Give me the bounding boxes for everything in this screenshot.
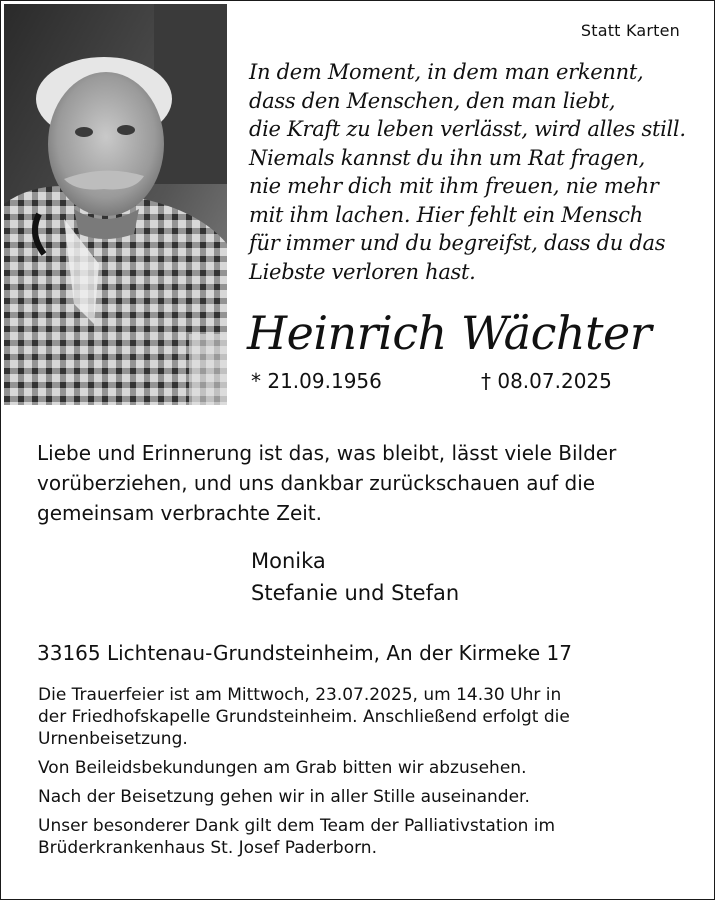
condolences-paragraph (38, 757, 703, 779)
notice-line: Urnenbeisetzung. (38, 729, 188, 749)
birth-date: * 21.09.1956 (251, 369, 382, 393)
poem-line: nie mehr dich mit ihm freuen, nie mehr (249, 174, 659, 198)
poem-line: die Kraft zu leben verlässt, wird alles still. (249, 117, 686, 141)
notice-line: Brüderkrankenhaus St. Josef Paderborn. (38, 838, 377, 858)
notice-line: Nach der Beisetzung gehen wir in aller Stille auseinander. (38, 787, 530, 807)
mourners (251, 545, 459, 609)
statt-karten-label: Statt Karten (580, 21, 680, 40)
notice-line: der Friedhofskapelle Grundsteinheim. Anschließend erfolgt die (38, 707, 570, 727)
funeral-notice (38, 684, 703, 866)
thanks-paragraph (38, 815, 703, 859)
deceased-name: Heinrich Wächter (247, 306, 652, 360)
remembrance-quote (37, 438, 697, 528)
quote-line: gemeinsam verbrachte Zeit. (37, 501, 323, 525)
poem-line: für immer und du begreifst, dass du das (249, 231, 666, 255)
notice-line: Die Trauerfeier ist am Mittwoch, 23.07.2025, um 14.30 Uhr in (38, 685, 562, 705)
mourner-name: Monika (251, 549, 326, 573)
poem-line: mit ihm lachen. Hier fehlt ein Mensch (249, 202, 643, 227)
quote-line: vorüberziehen, und uns dankbar zurückschauen auf die (37, 471, 596, 495)
poem-line: dass den Menschen, den man liebt, (249, 88, 616, 113)
notice-line: Von Beileidsbekundungen am Grab bitten wir abzusehen. (38, 758, 527, 778)
poem-line: In dem Moment, in dem man erkennt, (249, 60, 644, 84)
after-paragraph (38, 786, 703, 808)
notice-line: Unser besonderer Dank gilt dem Team der Palliativstation im (38, 816, 556, 836)
poem-line: Niemals kannst du ihn um Rat fragen, (249, 145, 646, 170)
quote-line: Liebe und Erinnerung ist das, was bleibt, lässt viele Bilder (37, 441, 617, 465)
address: 33165 Lichtenau-Grundsteinheim, An der Kirmeke 17 (37, 641, 572, 665)
portrait-photo (4, 4, 227, 405)
mourner-name: Stefanie und Stefan (251, 581, 460, 605)
poem (249, 58, 709, 286)
ceremony-paragraph (38, 684, 703, 750)
death-date: † 08.07.2025 (481, 369, 612, 393)
poem-line: Liebste verloren hast. (249, 259, 476, 284)
